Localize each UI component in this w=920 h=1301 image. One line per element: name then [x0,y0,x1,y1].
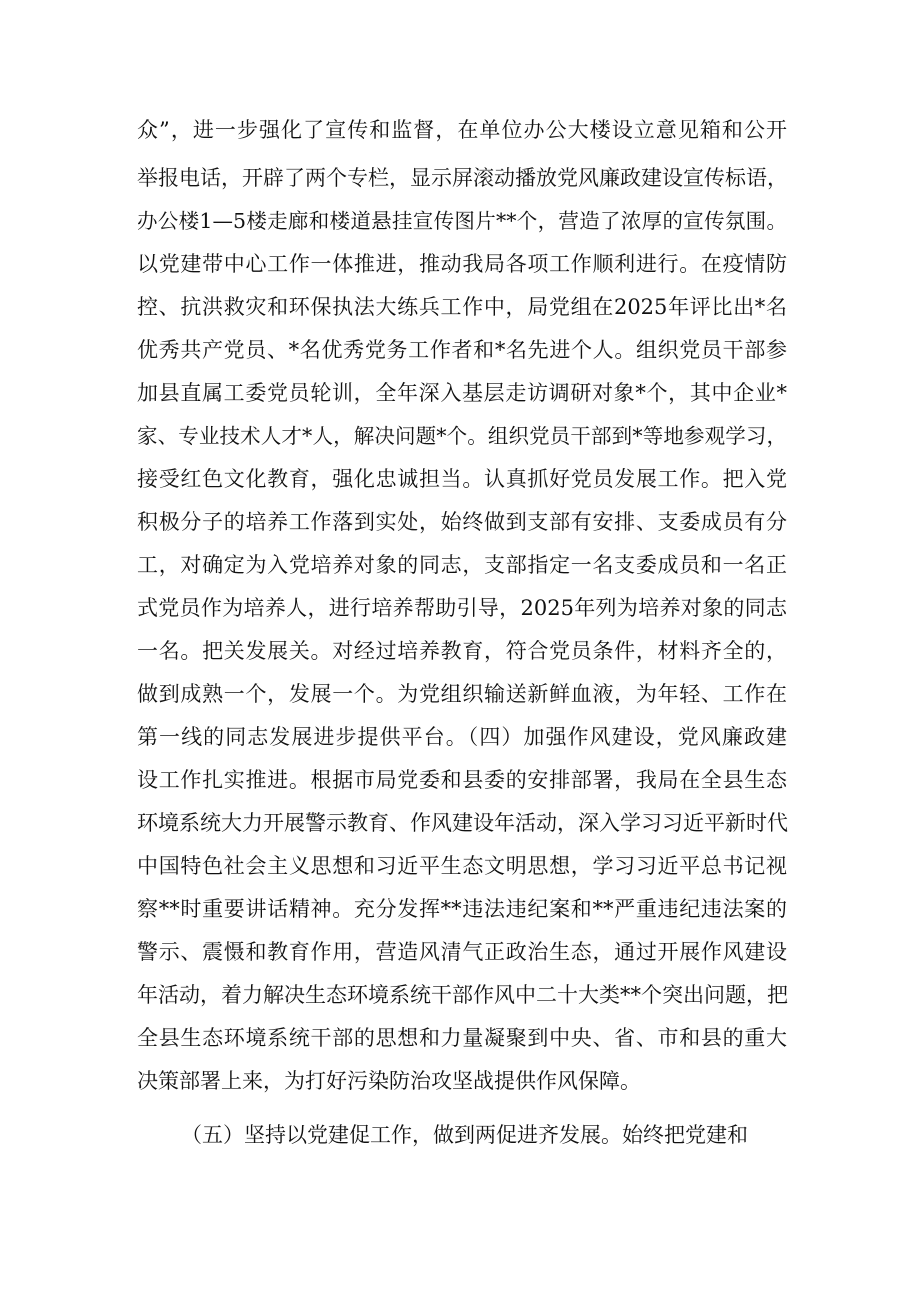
text-line: 办公楼1—5楼走廊和楼道悬挂宣传图片**个，营造了浓厚的宣传氛围。 [137,209,787,233]
next-paragraph-line: （五）坚持以党建促工作，做到两促进齐发展。始终把党建和 [181,1123,748,1147]
text-line: 环境系统大力开展警示教育、作风建设年活动，深入学习习近平新时代 [137,811,788,835]
text-line: 加县直属工委党员轮训，全年深入基层走访调研对象*个，其中企业* [137,381,787,405]
text-line: 决策部署上来，为打好污染防治攻坚战提供作风保障。 [137,1069,641,1093]
text-line: 设工作扎实推进。根据市局党委和县委的安排部署，我局在全县生态 [137,768,787,792]
text-line: 举报电话，开辟了两个专栏，显示屏滚动播放党风廉政建设宣传标语， [137,166,788,190]
text-line: 家、专业技术人才*人，解决问题*个。组织党员干部到*等地参观学习， [137,424,787,448]
text-line: 优秀共产党员、*名优秀党务工作者和*名先进个人。组织党员干部参 [137,338,787,362]
text-line: 一名。把关发展关。对经过培养教育，符合党员条件，材料齐全的， [137,639,787,663]
text-line: 做到成熟一个，发展一个。为党组织输送新鲜血液，为年轻、工作在 [137,682,787,706]
text-line: 积极分子的培养工作落到实处，始终做到支部有安排、支委成员有分 [137,510,787,534]
text-line: 第一线的同志发展进步提供平台。（四）加强作风建设，党风廉政建 [137,725,787,749]
text-line: 工，对确定为入党培养对象的同志，支部指定一名支委成员和一名正 [137,553,787,577]
text-line: 控、抗洪救灾和环保执法大练兵工作中，局党组在2025年评比出*名 [137,295,787,319]
text-line: 以党建带中心工作一体推进，推动我局各项工作顺利进行。在疫情防 [137,252,787,276]
text-line: 式党员作为培养人，进行培养帮助引导，2025年列为培养对象的同志 [137,596,787,620]
text-line: 接受红色文化教育，强化忠诚担当。认真抓好党员发展工作。把入党 [137,467,787,491]
text-line: 年活动，着力解决生态环境系统干部作风中二十大类**个突出问题，把 [137,983,788,1007]
text-line: 警示、震慑和教育作用，营造风清气正政治生态，通过开展作风建设 [137,940,787,964]
text-line: 全县生态环境系统干部的思想和力量凝聚到中央、省、市和县的重大 [137,1026,787,1050]
text-line: 众”，进一步强化了宣传和监督，在单位办公大楼设立意见箱和公开 [137,118,787,142]
text-line: 中国特色社会主义思想和习近平生态文明思想，学习习近平总书记视 [137,854,787,878]
text-line: 察**时重要讲话精神。充分发挥**违法违纪案和**严重违纪违法案的 [137,897,787,921]
